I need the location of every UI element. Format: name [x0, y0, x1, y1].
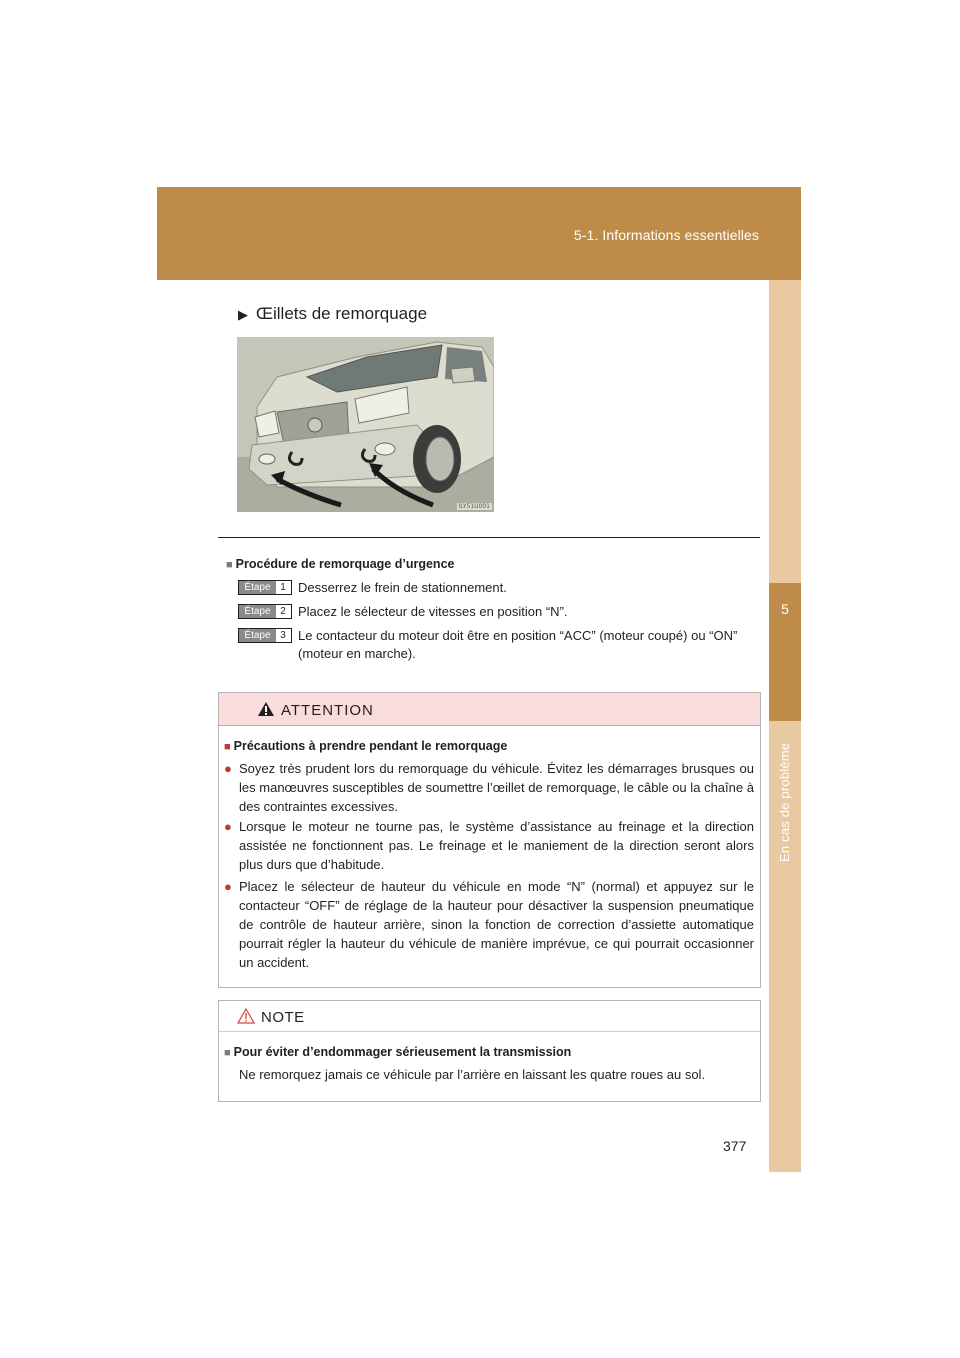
procedure-title — [226, 557, 454, 571]
attention-bullet: ● Soyez très prudent lors du remorquage du véhicule. Évitez les démarrages brusques ou les manœuvres susceptibles de soumettre l’œillet de remorquage, le câble ou la chaîne à des contraintes excessives. — [224, 761, 754, 814]
step-text: Le contacteur du moteur doit être en position “ACC” (moteur coupé) ou “ON” (moteur en marche). — [298, 628, 738, 661]
note-box — [218, 1000, 761, 1102]
section-divider — [218, 537, 760, 538]
note-header — [219, 1001, 760, 1032]
note-title: NOTE — [261, 1009, 305, 1026]
circle-bullet-icon: ● — [224, 819, 232, 834]
chapter-label: En cas de problème — [777, 743, 792, 863]
header-band — [157, 187, 801, 280]
illustration-code: ILY51U001 — [458, 503, 490, 510]
step-text: Desserrez le frein de stationnement. — [298, 580, 507, 595]
note-text: Ne remorquez jamais ce véhicule par l’arrière en laissant les quatre roues au sol. — [239, 1067, 706, 1082]
chapter-side-tab — [769, 280, 801, 1172]
heading-text: Œillets de remorquage — [256, 304, 428, 323]
step-tag: Étape 2 — [238, 604, 292, 619]
attention-header — [219, 693, 760, 726]
circle-bullet-icon: ● — [224, 879, 232, 894]
square-bullet-icon: ■ — [226, 559, 233, 571]
attention-bullet: ● Placez le sélecteur de hauteur du véhicule en mode “N” (normal) et appuyez sur le contacteur “OFF” de réglage de la hauteur pour désactiver la suspension pneumatique de contrôle de hauteur arrière, sinon la fonction de correction d’assiette automatique pourrait régler la hauteur du véhicule de manière imprévue, ce qui pourrait occasionner un accident. — [224, 879, 754, 970]
circle-bullet-icon: ● — [224, 761, 232, 776]
attention-box — [218, 692, 761, 988]
square-bullet-icon: ■ — [224, 1047, 231, 1059]
attention-subtitle: ■ Précautions à prendre pendant le remorquage — [224, 739, 508, 753]
step-tag: Étape 1 — [238, 580, 292, 595]
triangle-marker-icon: ▶ — [238, 307, 248, 322]
towing-eyelets-illustration — [237, 337, 494, 512]
step-text: Placez le sélecteur de vitesses en position “N”. — [298, 604, 568, 619]
suv-towing-eyelets-illustration — [237, 337, 494, 512]
procedure-title-text: Procédure de remorquage d’urgence — [235, 557, 455, 571]
page-number: 377 — [723, 1138, 747, 1154]
attention-title: ATTENTION — [281, 702, 374, 719]
note-subtitle: ■ Pour éviter d’endommager sérieusement la transmission — [224, 1045, 572, 1059]
caution-triangle-icon — [237, 1008, 255, 1024]
section-heading — [238, 304, 427, 324]
chapter-number-box — [769, 583, 801, 863]
step-tag: Étape 3 — [238, 628, 292, 643]
warning-triangle-icon — [257, 701, 275, 717]
chapter-number: 5 — [781, 601, 789, 617]
square-bullet-icon: ■ — [224, 741, 231, 753]
attention-bullet: ● Lorsque le moteur ne tourne pas, le système d’assistance au freinage et la direction assistée ne fonctionnent pas. Le freinage et le maniement de la direction seront alors plus durs que d’habitude. — [224, 819, 754, 872]
section-title: 5-1. Informations essentielles — [573, 227, 759, 243]
